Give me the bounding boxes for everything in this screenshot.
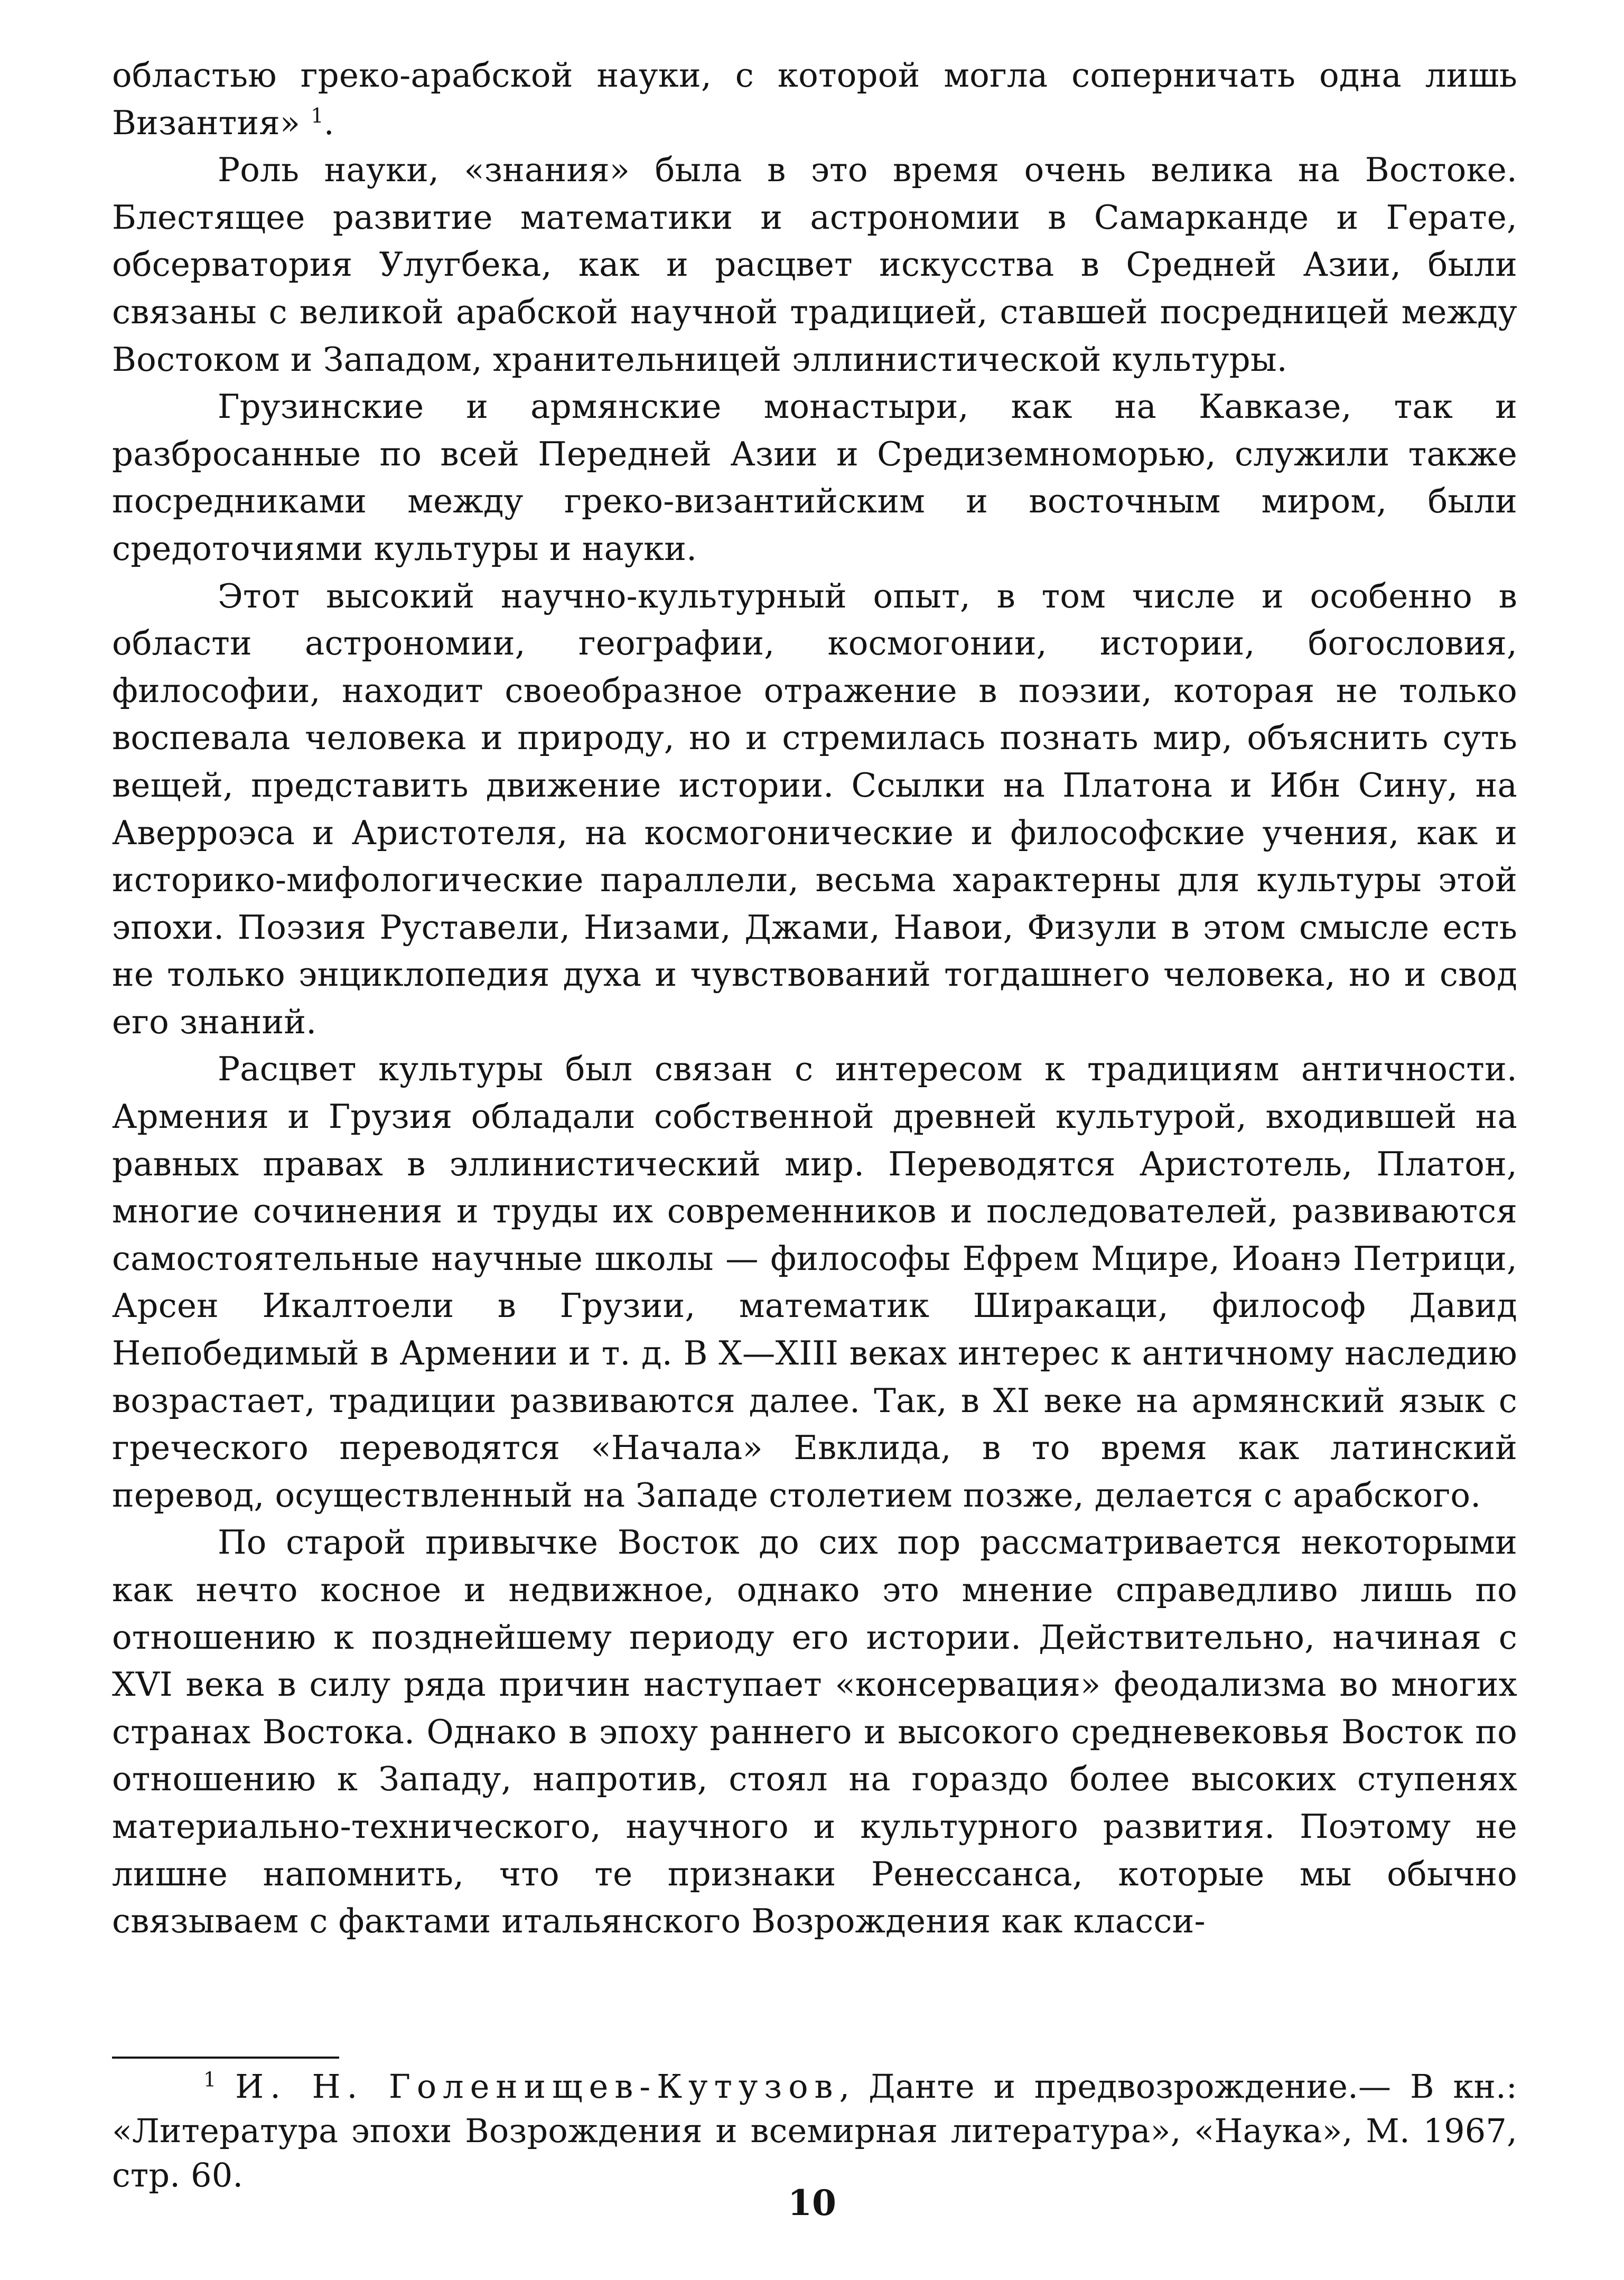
paragraph-5: Расцвет культуры был связан с интересом к традициям античности. Армения и Грузия обладали собственной древней культурой, входившей на равных правах в эллинистический мир. Переводятся Аристотель, Платон, многие сочинения и труды их современников и последователей, развиваются самостоятельные научные школы — философы Ефрем Мцире, Иоанэ Петрици, Арсен Икалтоели в Грузии, математик Ширакаци, философ Давид Непобедимый в Армении и т. д. В X—XIII веках интерес к античному наследию возрастает, традиции развиваются далее. Так, в XI веке на армянский язык с греческого переводятся «Начала» Евклида, в то время как латинский перевод, осуществленный на Западе столетием позже, делается с арабского.	[112, 1050, 1517, 1515]
paragraph-6: По старой привычке Восток до сих пор рассматривается некоторыми как нечто косное и недвижное, однако это мнение справедливо лишь по отношению к позднейшему периоду его истории. Действительно, начиная с XVI века в силу ряда причин наступает «консервация» феодализма во многих странах Востока. Однако в эпоху раннего и высокого средневековья Восток по отношению к Западу, напротив, стоял на гораздо более высоких ступенях материально-технического, научного и культурного развития. Поэтому не лишне напомнить, что те признаки Ренессанса, которые мы обычно связываем с фактами итальянского Возрождения как класси-	[112, 1523, 1517, 1941]
paragraph-4: Этот высокий научно-культурный опыт, в том числе и особенно в области астрономии, географии, космогонии, истории, богословия, философии, находит своеобразное отражение в поэзии, которая не только воспевала человека и природу, но и стремилась познать мир, объяснить суть вещей, представить движение истории. Ссылки на Платона и Ибн Сину, на Аверроэса и Аристотеля, на космогонические и философские учения, как и историко-мифологические параллели, весьма характерны для культуры этой эпохи. Поэзия Руставели, Низами, Джами, Навои, Физули в этом смысле есть не только энциклопедия духа и чувствований тогдашнего человека, но и свод его знаний.	[112, 576, 1517, 1041]
paragraph-end: .	[323, 103, 334, 142]
footnote-divider	[112, 2057, 339, 2059]
paragraph-text: областью греко-арабской науки, с которой могла соперничать одна лишь Византия»	[112, 56, 1517, 142]
paragraph-3: Грузинские и армянские монастыри, как на Кавказе, так и разбросанные по всей Передней Азии и Средиземноморью, служили также посредниками между греко-византийским и восточным миром, были средоточиями культуры и науки.	[112, 387, 1517, 568]
footnote-marker: 1	[203, 2068, 217, 2091]
footnote-reference: 1	[311, 104, 324, 127]
footnote	[112, 2064, 1517, 2198]
footnote-text: , Данте и предвозрождение.— В кн.: «Литература эпохи Возрождения и всемирная литература», «Наука», М. 1967, стр. 60.	[112, 2067, 1517, 2194]
footnote-author: И. Н. Голенищев-Кутузов	[235, 2067, 839, 2106]
paragraph-1	[112, 52, 1517, 146]
paragraph-2: Роль науки, «знания» была в это время очень велика на Востоке. Блестящее развитие математики и астрономии в Самарканде и Герате, обсерватория Улугбека, как и расцвет искусства в Средней Азии, были связаны с великой арабской научной традицией, ставшей посредницей между Востоком и Западом, хранительницей эллинистической культуры.	[112, 151, 1517, 379]
main-text	[112, 52, 1517, 1945]
page-number: 10	[788, 2182, 836, 2223]
